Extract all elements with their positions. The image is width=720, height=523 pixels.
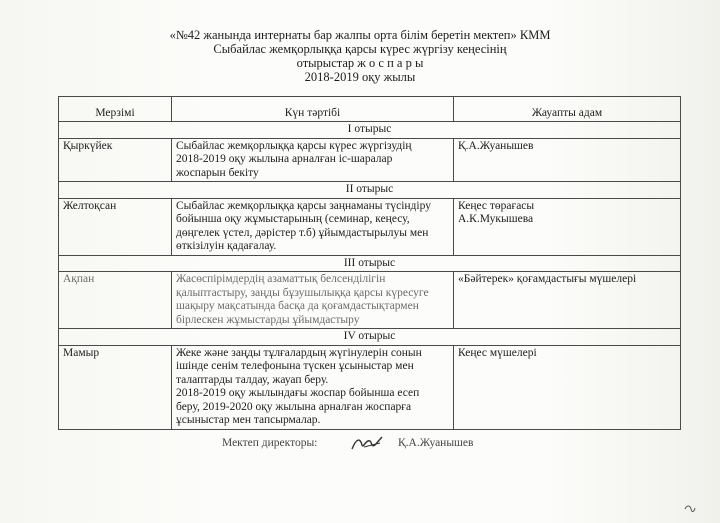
council-name: Сыбайлас жемқорлыққа қарсы күрес жүргізу кеңесінің [213,42,507,56]
agenda-cell [172,198,454,255]
responsible-cell [454,345,681,429]
meeting-plan-table [58,96,681,430]
responsible-cell [454,272,681,329]
responsible-cell [454,138,681,182]
responsible-line: А.К.Мукышева [458,213,534,225]
column-header-agenda: Күн тәртібі [172,97,454,122]
agenda-line: жоспарын бекіту [176,166,259,179]
agenda-cell [172,272,454,329]
section-title-row [59,255,681,272]
responsible-line: Қ.А.Жуанышев [458,139,534,152]
term-cell: Желтоқсан [59,198,172,255]
agenda-cell [172,138,454,182]
section-title: I отырыс [59,122,681,139]
term-cell: Мамыр [59,345,172,429]
section-title-row [59,329,681,346]
column-header-term: Мерзімі [59,97,172,122]
agenda-line: Жеке және заңды тұлғалардың жүгінулерін сонын [176,346,422,359]
agenda-line: 2018-2019 оқу жылындағы жоспар бойынша есеп [176,387,420,399]
section-title: IV отырыс [59,329,681,346]
agenda-line: өткізілуін қадағалау. [176,240,277,252]
responsible-line: Кеңес мүшелері [458,346,537,359]
agenda-line: Жасөспірімдердің азаматтық белсенділігін [176,273,386,285]
term-cell: Қыркүйек [59,138,172,182]
agenda-line: 2018-2019 оқу жылына арналған іс-шаралар [176,153,393,165]
agenda-line: бірлескен жұмыстарды ұйымдастыру [176,313,360,326]
table-row [59,345,681,429]
agenda-line: бойынша оқу жұмыстарының (семинар, кеңесу, [176,213,410,225]
agenda-cell [172,345,454,429]
responsible-line: Кеңес төрағасы [458,199,535,212]
column-header-responsible: Жауапты адам [454,97,681,122]
signature-block [222,437,474,449]
table-header-row [59,97,681,122]
agenda-line: қалыптастыру, заңды бұзушылыққа қарсы күресуге [176,286,429,299]
section-title-row [59,122,681,139]
section-title: III отырыс [59,255,681,272]
agenda-line: талаптарды талдау, жауап беру. [176,373,329,386]
school-year: 2018-2019 оқу жылы [304,70,416,84]
agenda-line: шақыру мақсатында басқа да қоғамдастықтармен [176,300,419,312]
agenda-line: ұсыныстар мен тапсырмалар. [176,414,321,426]
plan-title: отырыстар ж о с п а р ы [296,56,424,70]
section-title: II отырыс [59,182,681,199]
table-row [59,138,681,182]
agenda-line: ішінде сенім телефонына түскен ұсыныстар мен [176,360,414,372]
director-name: Қ.А.Жуанышев [398,437,474,449]
term-cell: Ақпан [59,272,172,329]
responsible-line: «Бәйтерек» қоғамдастығы мүшелері [458,273,637,285]
signature-icon [350,433,384,453]
agenda-line: Сыбайлас жемқорлыққа қарсы заңнаманы түсіндіру [176,199,431,212]
section-title-row [59,182,681,199]
table-row [59,198,681,255]
document-header [150,28,570,84]
director-label: Мектеп директоры: [222,437,318,449]
responsible-cell [454,198,681,255]
table-row [59,272,681,329]
agenda-line: Сыбайлас жемқорлыққа қарсы күрес жүргізудің [176,139,412,152]
agenda-line: беру, 2019-2020 оқу жылына арналған жоспарға [176,400,412,413]
scan-mark-icon [684,504,696,514]
school-name: «№42 жанында интернаты бар жалпы орта білім беретін мектеп» КММ [169,28,551,42]
agenda-line: дөңгелек үстел, дәрістер т.б) ұйымдастырылуы мен [176,226,429,239]
